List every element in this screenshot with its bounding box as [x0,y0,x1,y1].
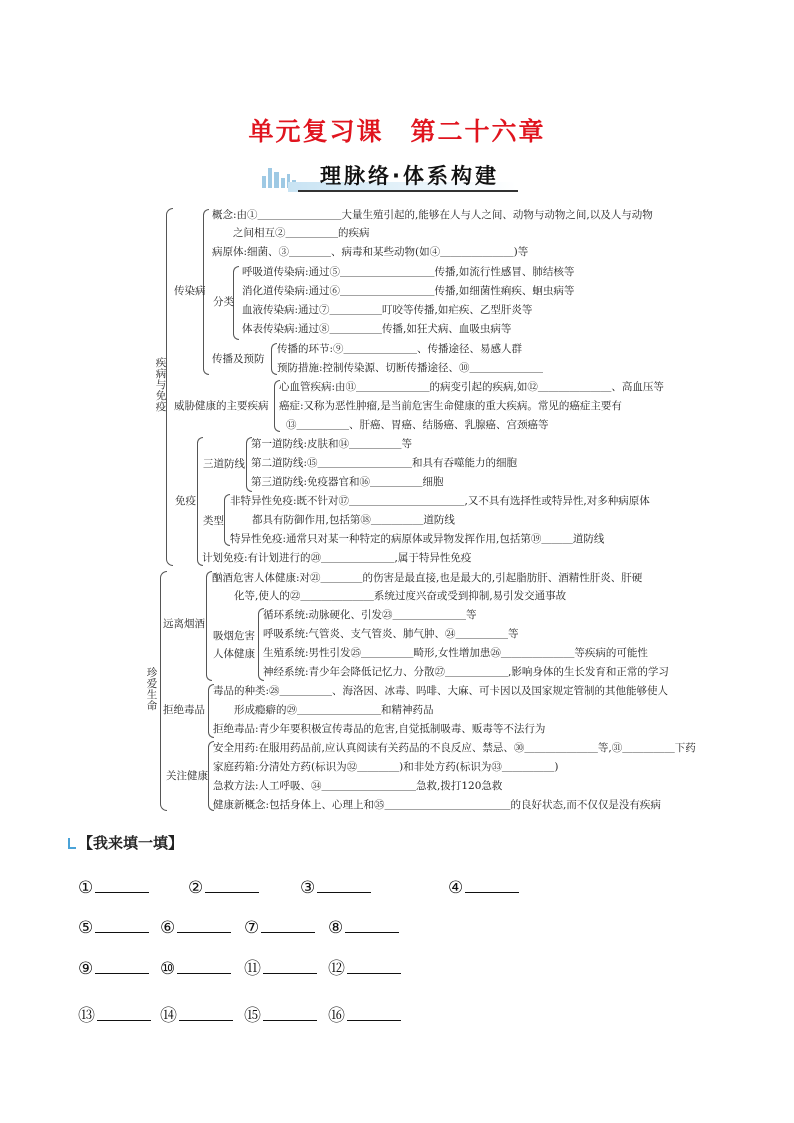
fill-blank[interactable] [177,958,231,974]
line-concept-cont: 之间相互②＿＿＿＿＿的疾病 [233,227,370,239]
fill-item[interactable] [78,917,149,938]
line-reproductive: 生殖系统:男性引发㉕＿＿＿＿＿畸形,女性增加患㉖＿＿＿＿＿＿＿等疾病的可能性 [263,647,648,659]
category-infectious: 传染病 [174,285,206,297]
fill-item-number: ⑯ [328,1006,345,1026]
fill-item-number: ⑧ [328,918,344,938]
bracket-top [166,208,173,566]
fill-blank[interactable] [317,877,371,893]
line-respiratory: 呼吸道传染病:通过⑤＿＿＿＿＿＿＿＿＿传播,如流行性感冒、肺结核等 [242,266,575,278]
line-second-defense: 第二道防线:⑮＿＿＿＿＿＿＿＿＿和具有吞噬能力的细胞 [251,457,518,469]
fill-blank[interactable] [97,1005,151,1021]
fill-item[interactable] [244,917,315,938]
section-label-top: 疾病与免疫 [155,357,167,413]
fill-blank[interactable] [95,958,149,974]
line-prevention: 预防措施:控制传染源、切断传播途径、⑩＿＿＿＿＿＿＿ [277,362,544,374]
line-respiratory-harm: 呼吸系统:气管炎、支气管炎、肺气肿、㉔＿＿＿＿＿等 [263,628,519,640]
line-drug-types: 毒品的种类:㉘＿＿＿＿＿、海洛因、冰毒、吗啡、大麻、可卡因以及国家规定管制的其他能够使人 [213,685,669,697]
line-concept: 概念:由①＿＿＿＿＿＿＿＿大量生殖引起的,能够在人与人之间、动物与动物之间,以及人与动物 [212,209,653,221]
fill-blank[interactable] [263,1005,317,1021]
fill-item-number: ⑤ [78,918,94,938]
line-home-kit: 家庭药箱:分清处方药(标识为㉜＿＿＿＿)和非处方药(标识为㉝＿＿＿＿＿) [213,761,559,773]
line-cardio: 心血管疾病:由⑪＿＿＿＿＿＿＿的病变引起的疾病,如⑫＿＿＿＿＿＿＿、高血压等 [279,381,664,393]
fill-item-number: ⑥ [160,918,176,938]
fill-heading: 【我来填一填】 [78,834,184,852]
line-digestive: 消化道传染病:通过⑥＿＿＿＿＿＿＿＿＿传播,如细菌性痢疾、蛔虫病等 [242,285,575,297]
category-threat: 威胁健康的主要疾病 [174,400,269,412]
line-first-aid: 急救方法:人工呼吸、㉞＿＿＿＿＿＿＿＿＿急救,拨打120急救 [213,780,503,792]
line-nonspecific: 非特异性免疫:既不针对⑰＿＿＿＿＿＿＿＿＿＿＿,又不具有选择性或特异性,对多种病原体 [230,495,650,507]
fill-item-number: ⑩ [160,959,176,979]
fill-item[interactable] [78,1005,151,1026]
fill-blank[interactable] [345,917,399,933]
category-immunity: 免疫 [175,495,196,507]
fill-blank[interactable] [347,1005,401,1021]
line-third-defense: 第三道防线:免疫器官和⑯＿＿＿＿＿细胞 [251,476,444,488]
fill-item[interactable] [78,877,149,898]
fill-item-number: ⑪ [244,959,261,979]
fill-item[interactable] [78,958,149,979]
line-surface: 体表传染病:通过⑧＿＿＿＿＿传播,如狂犬病、血吸虫病等 [242,323,512,335]
line-blood: 血液传染病:通过⑦＿＿＿＿＿叮咬等传播,如疟疾、乙型肝炎等 [242,304,533,316]
page-title: 单元复习课 第二十六章 [248,117,546,146]
line-cancer: 癌症:又称为恶性肿瘤,是当前危害生命健康的重大疾病。常见的癌症主要有 [279,400,622,412]
fill-item-number: ⑮ [244,1006,261,1026]
section-label-bottom: 珍爱生命 [146,667,158,712]
bracket-alcohol [206,571,212,681]
line-alcohol-cont: 化等,使人的㉒＿＿＿＿＿＿＿系统过度兴奋或受到抑制,易引发交通事故 [234,590,567,602]
fill-item[interactable] [160,1005,233,1026]
fill-item[interactable] [188,877,259,898]
fill-item-number: ⑫ [328,959,345,979]
fill-item[interactable] [300,877,371,898]
fill-blank[interactable] [179,1005,233,1021]
line-safe-meds: 安全用药:在服用药品前,应认真阅读有关药品的不良反应、禁忌、㉚＿＿＿＿＿＿＿等,㉛＿＿＿＿＿下药 [213,742,696,754]
fill-item[interactable] [160,917,231,938]
line-refuse-drugs: 拒绝毒品:青少年要积极宣传毒品的危害,自觉抵制吸毒、贩毒等不法行为 [213,723,546,735]
fill-item-number: ② [188,878,204,898]
category-spread: 传播及预防 [212,353,265,365]
fill-item-number: ⑦ [244,918,260,938]
fill-item-number: ③ [300,878,316,898]
category-smoking-text: 吸烟危害人体健康 [213,630,255,660]
fill-item[interactable] [244,1005,317,1026]
fill-blank[interactable] [205,877,259,893]
fill-item[interactable] [448,877,519,898]
fill-blank[interactable] [347,958,401,974]
fill-item-number: ④ [448,878,464,898]
fill-item[interactable] [328,1005,401,1026]
line-alcohol: 酗酒危害人体健康:对㉑＿＿＿＿的伤害是最直接,也是最大的,引起脂肪肝、酒精性肝炎、肝硬 [212,572,643,584]
fill-item[interactable] [328,958,401,979]
category-smoking [213,627,259,663]
category-drugs: 拒绝毒品 [163,704,205,716]
line-cancer-cont: ⑬＿＿＿＿＿、肝癌、胃癌、结肠癌、乳腺癌、宫颈癌等 [286,419,549,431]
category-alcohol: 远离烟酒 [163,618,205,630]
banner-text: 理脉络·体系构建 [320,164,499,188]
category-classify: 分类 [213,296,234,308]
fill-item-number: ⑨ [78,959,94,979]
fill-item-number: ① [78,878,94,898]
fill-item[interactable] [160,958,231,979]
fill-blank[interactable] [465,877,519,893]
pencil-icon [68,838,76,849]
fill-blank[interactable] [177,917,231,933]
line-planned-immunity: 计划免疫:有计划进行的⑳＿＿＿＿＿＿＿,属于特异性免疫 [202,552,472,564]
line-first-defense: 第一道防线:皮肤和⑭＿＿＿＿＿等 [251,438,413,450]
fill-blank[interactable] [263,958,317,974]
fill-item[interactable] [244,958,317,979]
line-health-concept: 健康新概念:包括身体上、心理上和㉟＿＿＿＿＿＿＿＿＿＿＿＿的良好状态,而不仅仅是没有疾病 [213,799,661,811]
fill-blank[interactable] [261,917,315,933]
category-health: 关注健康 [166,770,208,782]
line-circulatory: 循环系统:动脉硬化、引发㉓＿＿＿＿＿＿＿等 [263,609,477,621]
fill-blank[interactable] [95,877,149,893]
line-pathogen: 病原体:细菌、③＿＿＿＿、病毒和某些动物(如④＿＿＿＿＿＿＿)等 [212,246,529,258]
line-nonspecific-cont: 都具有防御作用,包括第⑱＿＿＿＿＿道防线 [252,514,455,526]
fill-blank[interactable] [95,917,149,933]
fill-item-number: ⑬ [78,1006,95,1026]
fill-item-number: ⑭ [160,1006,177,1026]
section-banner [258,160,518,194]
fill-item[interactable] [328,917,399,938]
line-drug-types-cont: 形成瘾癖的㉙＿＿＿＿＿＿＿＿和精神药品 [234,704,434,716]
line-specific: 特异性免疫:通常只对某一种特定的病原体或异物发挥作用,包括第⑲＿＿＿道防线 [230,533,605,545]
line-spread-links: 传播的环节:⑨＿＿＿＿＿＿＿、传播途径、易感人群 [277,343,523,355]
category-types: 类型 [203,515,224,527]
line-nervous: 神经系统:青少年会降低记忆力、分散㉗＿＿＿＿＿＿,影响身体的生长发育和正常的学习 [263,666,669,678]
category-three-lines: 三道防线 [203,458,245,470]
